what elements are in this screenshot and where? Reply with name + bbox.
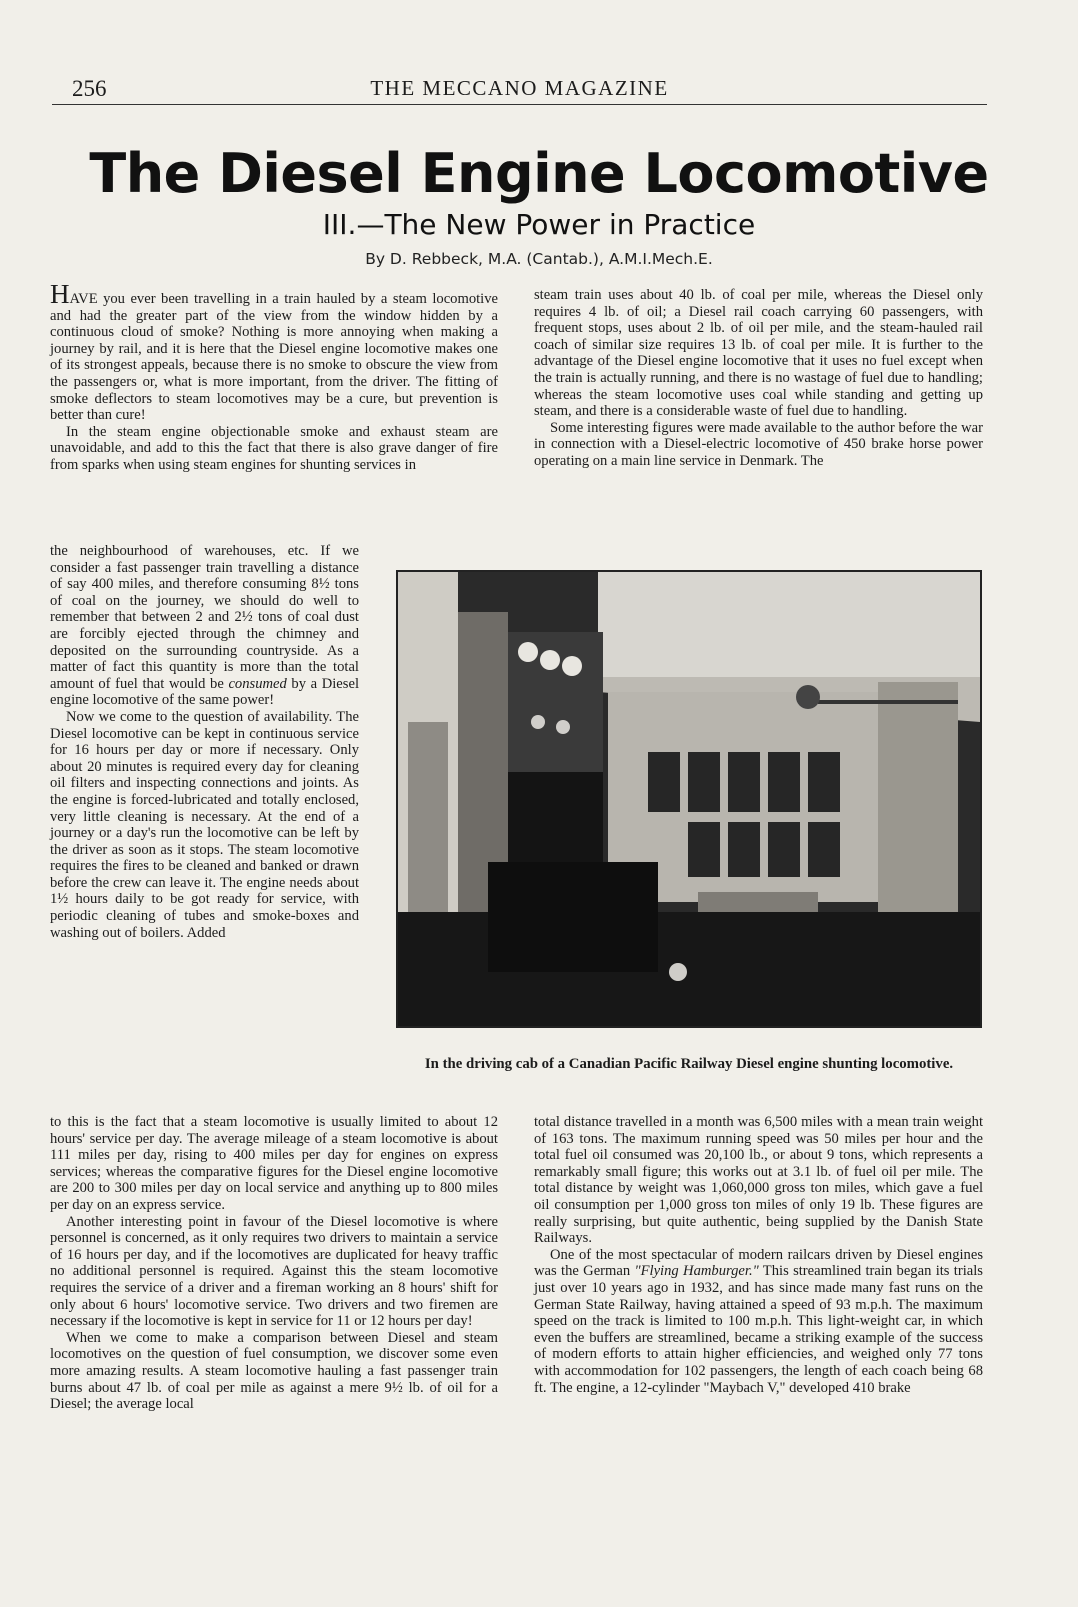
article-byline: By D. Rebbeck, M.A. (Cantab.), A.M.I.Mech.E.	[365, 250, 713, 268]
paragraph-text: the neighbourhood of warehouses, etc. If we consider a fast passenger train travelling a distance of say 400 miles, and therefore consuming 8½ tons of coal on the journey, we should do well to remember that between 2 and 2½ tons of coal dust are forcibly ejected through the chimney and deposited on the surrounding countryside. As a matter of fact this quantity is more than the total amount of fuel that would be	[50, 543, 359, 692]
paragraph-text: This streamlined train began its trials just over 10 years ago in 1932, and has since made many fast runs on the German State Railway, having attained a speed of 93 m.p.h. The maximum speed on the track is limited to 100 m.p.h. This light-weight car, in which even the buffers are streamlined, became a striking example of the success of modern efforts to attain higher efficiencies, and weighed only 77 tons with accommodation for 102 passengers, the length of each coach being 68 ft. The engine, a 12-cylinder "Maybach V," developed 410 brake	[534, 1263, 983, 1396]
emphasis-text: consumed	[228, 675, 287, 692]
paragraph-text: In the steam engine objectionable smoke and exhaust steam are unavoidable, and add to this the fact that there is also grave danger of fire from sparks when using steam engines for shunting services in	[50, 423, 498, 473]
column-left-bottom	[50, 1114, 498, 1413]
paragraph-text: Some interesting figures were made available to the author before the war in connection with a Diesel-electric locomotive of 450 brake horse power operating on a main line service in Denmark. The	[534, 419, 983, 469]
page-number: 256	[72, 76, 107, 101]
article-title: The Diesel Engine Locomotive	[89, 142, 989, 205]
magazine-title: THE MECCANO MAGAZINE	[370, 76, 669, 100]
paragraph-continued	[50, 543, 359, 709]
cab-photograph	[396, 570, 982, 1028]
paragraph-intro	[50, 279, 498, 424]
article-subtitle: III.—The New Power in Practice	[322, 208, 756, 241]
paragraph-text: Another interesting point in favour of the Diesel locomotive is where personnel is concerned, as it only requires two drivers to maintain a service of 16 hours per day, and if the locomotives are duplicated for heavy traffic no additional personnel is required. Against this the steam locomotive requires the service of a driver and a fireman working an 8 hours' shift for only about 6 hours' locomotive service. Two drivers and two firemen are necessary if the locomotive is kept in service for 11 or 12 hours per day!	[50, 1213, 498, 1330]
paragraph-text: total distance travelled in a month was 6,500 miles with a mean train weight of 163 tons. The maximum running speed was 50 miles per hour and the total fuel oil consumed was 20,100 lb., or about 9 tons, which represents a remarkably small figure; this works out at 3.1 lb. of fuel oil per mile. The total distance by weight was 1,060,000 gross ton miles, which gave a fuel oil consumption per 1,000 gross ton miles of only 19 lb. These figures are really surprising, but quite authentic, being supplied by the Danish State Railways.	[534, 1114, 983, 1247]
column-right-bottom	[534, 1114, 983, 1396]
paragraph-text: by a Diesel engine locomotive of the same power!	[50, 675, 359, 709]
column-right-top	[534, 287, 983, 470]
column-left-middle	[50, 543, 359, 941]
paragraph-text: One of the most spectacular of modern railcars driven by Diesel engines was the German	[534, 1246, 983, 1280]
paragraph-mixed	[534, 1247, 983, 1396]
paragraph-text: steam train uses about 40 lb. of coal per mile, whereas the Diesel only requires 4 lb. of oil; a Diesel rail coach carrying 60 passengers, with frequent stops, uses about 2 lb. of oil per mile, and the steam-hauled rail coach of similar size requires 13 lb. of coal per mile. It is further to the advantage of the Diesel engine locomotive that it uses no fuel except when the train is actually running, and there is no wastage of fuel due to handling; whereas the steam locomotive uses coal while standing and getting up steam, and there is a considerable waste of fuel due to handling.	[534, 287, 983, 420]
column-left-top	[50, 279, 498, 474]
figure-caption: In the driving cab of a Canadian Pacific Railway Diesel engine shunting locomotive.	[424, 1056, 954, 1072]
cab-photograph-illustration	[398, 572, 980, 1026]
paragraph-text: When we come to make a comparison between Diesel and steam locomotives on the question of fuel consumption, we discover some even more amazing results. A steam locomotive hauling a fast passenger train burns about 47 lb. of coal per mile as against a mere 9½ lb. of oil for a Diesel; the average local	[50, 1329, 498, 1413]
paragraph-text: Now we come to the question of availability. The Diesel locomotive can be kept in continuous service for 16 hours per day or more if necessary. Only about 20 minutes is required every day for cleaning oil filters and inspecting connections and joints. As the engine is forced-lubricated and totally enclosed, very little cleaning is necessary. At the end of a journey or a day's run the locomotive can be left by the driver as soon as it stops. The steam locomotive requires the fires to be cleaned and banked or drawn before the crew can leave it. The engine needs about 1½ hours daily to be got ready for service, with periodic cleaning of tubes and smoke-boxes and washing out of boilers. Added	[50, 708, 359, 941]
paragraph-text: AVE you ever been travelling in a train hauled by a steam locomotive and had the greater part of the view from the window hidden by a continuous cloud of smoke? Nothing is more annoying when making a journey by rail, and it is here that the Diesel engine locomotive makes one of its strongest appeals, because there is no smoke to obscure the view from the passengers or, what is more important, from the driver. The fitting of smoke deflectors to steam locomotives may be a cure, but prevention is better than cure!	[50, 291, 498, 424]
emphasis-text: "Flying Hamburger."	[634, 1263, 759, 1280]
drop-cap: H	[50, 279, 70, 309]
page-header	[52, 74, 987, 105]
paragraph-text: to this is the fact that a steam locomotive is usually limited to about 12 hours' service per day. The average mileage of a steam locomotive is about 111 miles per day, rising to 400 miles per day for engines on express services; whereas the comparative figures for the Diesel engine locomotive are 200 to 300 miles per day on local service and anything up to 800 miles per day on an express service.	[50, 1114, 498, 1213]
